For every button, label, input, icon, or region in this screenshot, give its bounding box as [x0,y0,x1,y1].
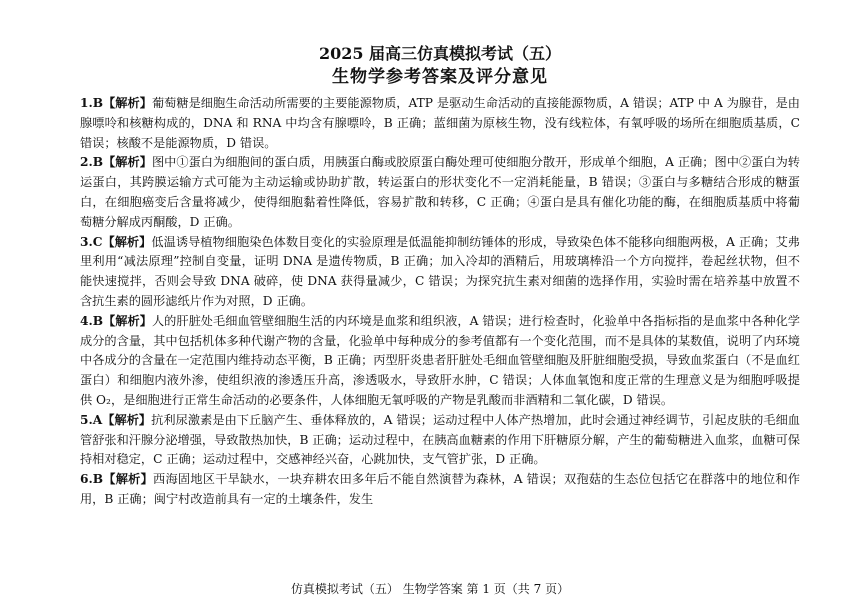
document-subtitle: 生物学参考答案及评分意见 [332,67,548,87]
answer-prefix: 6.B【解析】 [80,472,154,487]
answer-item-5 [80,411,800,470]
answer-item-4 [80,312,800,411]
answer-prefix: 3.C【解析】 [80,234,152,249]
document-title: 2025 届高三仿真模拟考试（五） [318,44,562,63]
answer-item-2 [80,153,800,232]
answer-text: 低温诱导植物细胞染色体数目变化的实验原理是低温能抑制纺锤体的形成，导致染色体不能移向细胞两极，A 正确；艾弗里利用“减法原理”控制自变量，证明 DNA 是遗传物质，B 正确；加入冷却的酒精后，用玻璃棒沿一个方向搅拌，卷起丝状物，但不能快速搅拌，否则会导致 DNA 破碎，使 DNA 获得量减少，C 错误；为探究抗生素对细菌的选择作用，实验时需在培养基中放置不含抗生素的圆形滤纸片作为对照，D 正确。 [80,234,800,308]
answer-text: 图中①蛋白为细胞间的蛋白质，用胰蛋白酶或胶原蛋白酶处理可使细胞分散开，形成单个细胞，A 正确；图中②蛋白为转运蛋白，其跨膜运输方式可能为主动运输或协助扩散，转运蛋白的形状变化不一定消耗能量，B 错误；③蛋白与多糖结合形成的糖蛋白，在细胞癌变后含量将减少，使得细胞黏着性降低，容易扩散和转移，C 正确；④蛋白是具有催化功能的酶，在细胞质基质中将葡萄糖分解成丙酮酸，D 正确。 [80,155,800,229]
answer-prefix: 2.B【解析】 [80,155,152,170]
answer-text: 人的肝脏处毛细血管壁细胞生活的内环境是血浆和组织液，A 错误；进行检查时，化验单中各指标指的是血浆中各种化学成分的含量，其中包括机体多种代谢产物的含量，化验单中每种成分的参考值都有一个变化范围，而不是具体的某数值，说明了内环境中各成分的含量在一定范围内维持动态平衡，B 正确；丙型肝炎患者肝脏处毛细血管壁细胞及肝脏细胞受损，导致血浆蛋白（不是血红蛋白）和细胞内液外渗，使组织液的渗透压升高，渗透吸水，导致肝水肿，C 错误；人体血氧饱和度正常的生理意义是为细胞呼吸提供 O₂，是细胞进行正常生命活动的必要条件，人体细胞无氧呼吸的产物是乳酸而非酒精和二氧化碳，D 错误。 [80,313,800,407]
answer-item-3 [80,233,800,312]
answer-item-1 [80,94,800,153]
answer-text: 葡萄糖是细胞生命活动所需要的主要能源物质，ATP 是驱动生命活动的直接能源物质，A 错误；ATP 中 A 为腺苷，是由腺嘌呤和核糖构成的，DNA 和 RNA 中均含有腺嘌呤，B 正确；蓝细菌为原核生物，没有线粒体，有氧呼吸的场所在细胞质基质，C 错误；核酸不是能源物质，D 错误。 [80,96,800,150]
page-footer: 仿真模拟考试（五） 生物学答案 第 1 页（共 7 页） [290,582,570,596]
answer-prefix: 5.A【解析】 [80,412,152,427]
answer-prefix: 1.B【解析】 [80,96,152,110]
answer-text: 抗利尿激素是由下丘脑产生、垂体释放的，A 错误；运动过程中人体产热增加，此时会通过神经调节，引起皮肤的毛细血管舒张和汗腺分泌增强，导致散热加快，B 正确；运动过程中，在胰高血糖素的作用下肝糖原分解，产生的葡萄糖进入血浆，血糖可保持相对稳定，C 正确；运动过程中，交感神经兴奋，心跳加快，支气管扩张，D 正确。 [80,412,800,467]
answer-item-6 [80,470,800,510]
answer-text: 西海固地区干旱缺水，一块弃耕农田多年后不能自然演替为森林，A 错误；双孢菇的生态位包括它在群落中的地位和作用，B 正确；闽宁村改造前具有一定的土壤条件，发生 [80,472,800,506]
answer-list [80,94,800,510]
answer-prefix: 4.B【解析】 [80,313,152,328]
